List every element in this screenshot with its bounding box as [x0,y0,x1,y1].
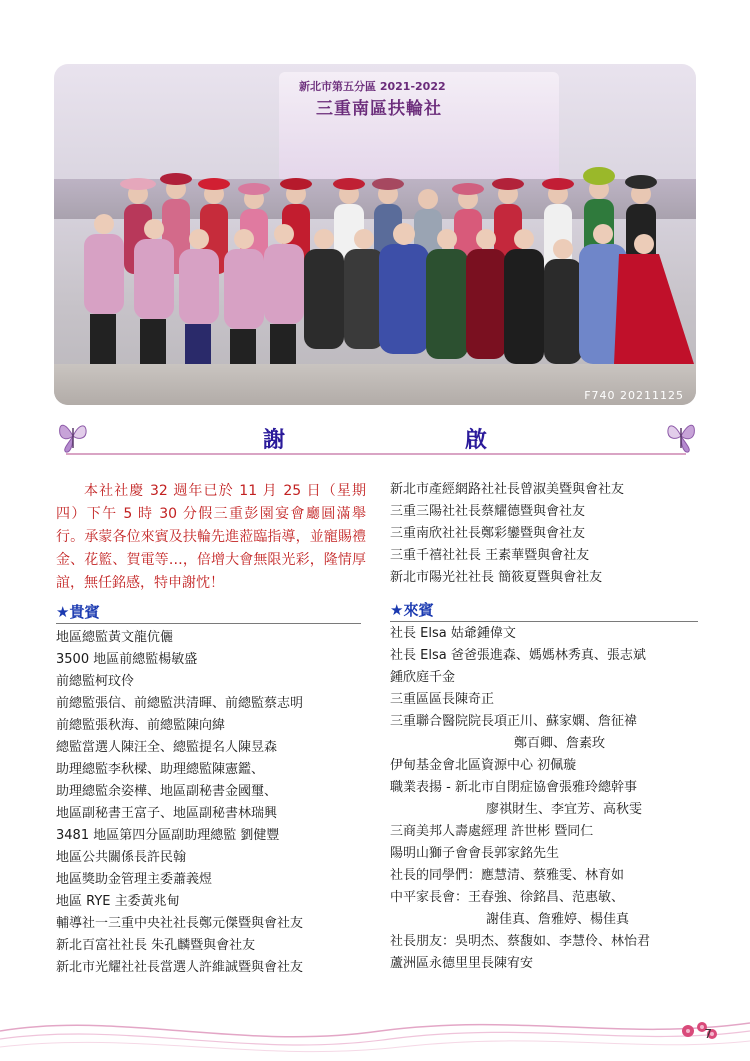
list-item: 三重千禧社社長 王素華暨與會社友 [390,548,590,563]
list-item: 伊甸基金會北區資源中心 初佩璇 [390,758,577,773]
list-item: 助理總監余姿樺、地區副秘書金國璽、 [56,784,278,799]
list-item: 三重聯合醫院院長項正川、蘇家嫻、詹征禕 [390,714,638,729]
group-photo [54,64,696,405]
page-number: 7 [704,1027,712,1041]
list-item: 陽明山獅子會會長郭家銘先生 [390,846,560,861]
heading-char-2: 啟 [465,428,488,453]
heading-char-1: 謝 [263,428,286,453]
photo-credit: F740 20211125 [584,389,684,402]
list-item: 三重南欣社社長鄭彩鑾暨與會社友 [390,526,586,541]
list-item: 前總監張秋海、前總監陳向緯 [56,718,226,733]
list-item: 鄭百卿、詹素玫 [514,736,606,751]
club-list [390,479,624,589]
butterfly-icon [664,418,698,454]
list-item: 三重三陽社社長蔡耀德暨與會社友 [390,504,586,519]
list-item: 中平家長會：王春強、徐銘昌、范惠敏、 [390,890,625,905]
vip-section-title: ★貴賓 [56,603,100,621]
list-item: 謝佳真、詹雅婷、楊佳真 [486,912,630,927]
banner-subtitle: 新北市第五分區 2021-2022 [299,80,446,93]
list-item: 社長 Elsa 姑爺鍾偉文 [390,626,516,641]
list-item: 輔導社一三重中央社社長鄭元傑暨與會社友 [56,916,304,931]
banner-title: 三重南區扶輪社 [316,99,442,119]
list-item: 前總監張信、前總監洪清暉、前總監蔡志明 [56,696,304,711]
list-item: 三重區區長陳奇正 [390,692,495,707]
list-item: 三商美邦人壽處經理 許世彬 暨同仁 [390,824,594,839]
list-item: 地區總監黃文龍伉儷 [56,630,174,645]
list-item: 社長 Elsa 爸爸張進森、媽媽林秀真、張志斌 [390,648,646,663]
list-item: 鍾欣庭千金 [390,670,456,685]
list-item: 新北市光耀社社長當選人許維誠暨與會社友 [56,960,304,975]
list-item: 社長的同學們：應慧清、蔡雅雯、林育如 [390,868,625,883]
vip-list [56,627,303,979]
list-item: 3500 地區前總監楊敏盛 [56,652,198,667]
list-item: 新北百富社社長 朱孔麟暨與會社友 [56,938,256,953]
list-item: 新北市陽光社社長 簡筱夏暨與會社友 [390,570,603,585]
list-item: 蘆洲區永德里里長陳宥安 [390,956,534,971]
list-item: 助理總監李秋樑、助理總監陳憲鑑、 [56,762,265,777]
vip-section-rule [56,623,361,624]
butterfly-icon [56,418,90,454]
list-item: 新北市產經網路社社長曾淑美暨與會社友 [390,482,625,497]
heading-divider [66,453,686,455]
intro-paragraph: 本社社慶 32 週年已於 11 月 25 日（星期四）下午 5 時 30 分假三重彭園宴會廳圓滿舉行。承蒙各位來賓及扶輪先進蒞臨指導，並寵賜禮金、花籃、賀電等…，倍增大會無限光彩，隆情厚誼，無任銘感，特申謝忱！ [56,483,366,591]
flower-icon [676,1018,722,1044]
guest-section-title: ★來賓 [390,601,434,619]
list-item: 地區公共關係長許民翰 [56,850,187,865]
people-silhouettes [54,64,696,405]
heading-row [50,418,700,468]
list-item: 職業表揚 - 新北市自閉症協會張雅玲總幹事 [390,780,637,795]
list-item: 社長朋友：吳明杰、蔡馥如、李慧伶、林怡君 [390,934,651,949]
list-item: 地區 RYE 主委黃兆甸 [56,894,180,909]
list-item: 前總監柯玟伶 [56,674,135,689]
list-item: 廖祺財生、李宜芳、高秋雯 [486,802,643,817]
list-item: 總監當選人陳汪全、總監提名人陳昱森 [56,740,278,755]
list-item: 地區獎助金管理主委蕭義煜 [56,872,213,887]
list-item: 地區副秘書王富子、地區副秘書林瑞興 [56,806,278,821]
guest-list [390,623,650,975]
footer-wave-decoration [0,1001,750,1061]
list-item: 3481 地區第四分區副助理總監 劉健豐 [56,828,280,843]
guest-section-rule [390,621,698,622]
